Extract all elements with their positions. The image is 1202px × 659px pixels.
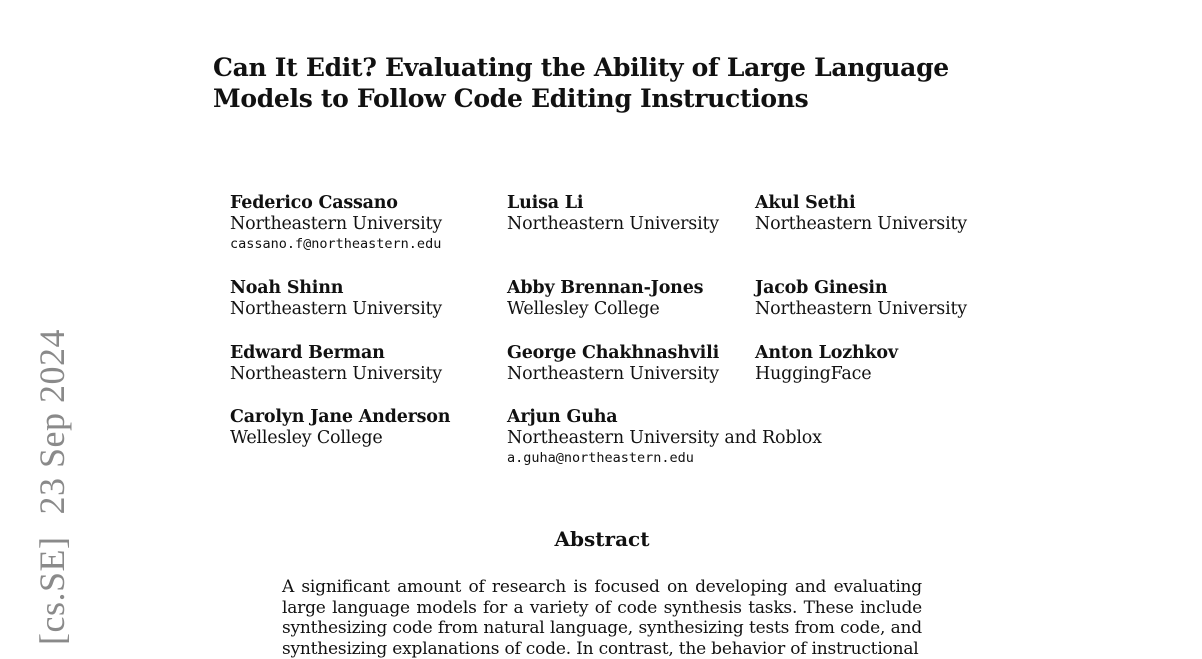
author-block xyxy=(507,343,719,385)
author-block xyxy=(230,343,442,385)
author-name: Federico Cassano xyxy=(230,193,398,213)
author-block xyxy=(507,407,822,467)
author-affiliation: Wellesley College xyxy=(230,428,383,448)
author-affiliation: HuggingFace xyxy=(755,364,872,384)
author-name: Carolyn Jane Anderson xyxy=(230,407,451,427)
author-name: Jacob Ginesin xyxy=(755,278,888,298)
author-affiliation: Northeastern University xyxy=(507,364,719,384)
author-affiliation: Wellesley College xyxy=(507,299,660,319)
abstract-heading: Abstract xyxy=(554,527,650,551)
author-affiliation: Northeastern University xyxy=(230,364,442,384)
author-block xyxy=(507,278,703,320)
author-name: Abby Brennan-Jones xyxy=(507,278,704,298)
author-affiliation: Northeastern University xyxy=(230,299,442,319)
paper-title: Can It Edit? Evaluating the Ability of Large Language Models to Follow Code Editing Instructions xyxy=(213,53,949,113)
author-email[interactable]: a.guha@northeastern.edu xyxy=(507,450,694,466)
arxiv-category: [cs.SE] xyxy=(32,536,72,645)
author-name: Edward Berman xyxy=(230,343,385,363)
arxiv-date: 23 Sep 2024 xyxy=(32,329,72,515)
author-block xyxy=(755,193,967,235)
author-affiliation: Northeastern University xyxy=(230,214,442,234)
arxiv-stamp xyxy=(32,329,72,645)
author-block xyxy=(230,407,450,449)
author-affiliation: Northeastern University and Roblox xyxy=(507,428,822,448)
author-name: Anton Lozhkov xyxy=(755,343,898,363)
author-block xyxy=(230,278,442,320)
author-affiliation: Northeastern University xyxy=(755,299,967,319)
author-affiliation: Northeastern University xyxy=(755,214,967,234)
author-block xyxy=(755,343,898,385)
author-block xyxy=(507,193,719,235)
author-name: Noah Shinn xyxy=(230,278,344,298)
author-block xyxy=(755,278,967,320)
author-name: Luisa Li xyxy=(507,193,584,213)
abstract-text: A significant amount of research is focused on developing and evaluating large language models for a variety of code synthesis tasks. These include synthesizing code from natural language, synthesizing tests from code, and synthesizing explanations of code. In contrast, the behavior of instructional xyxy=(282,577,922,659)
author-name: Arjun Guha xyxy=(507,407,618,427)
author-name: George Chakhnashvili xyxy=(507,343,720,363)
author-email[interactable]: cassano.f@northeastern.edu xyxy=(230,236,442,252)
author-name: Akul Sethi xyxy=(755,193,856,213)
author-affiliation: Northeastern University xyxy=(507,214,719,234)
author-block xyxy=(230,193,442,253)
